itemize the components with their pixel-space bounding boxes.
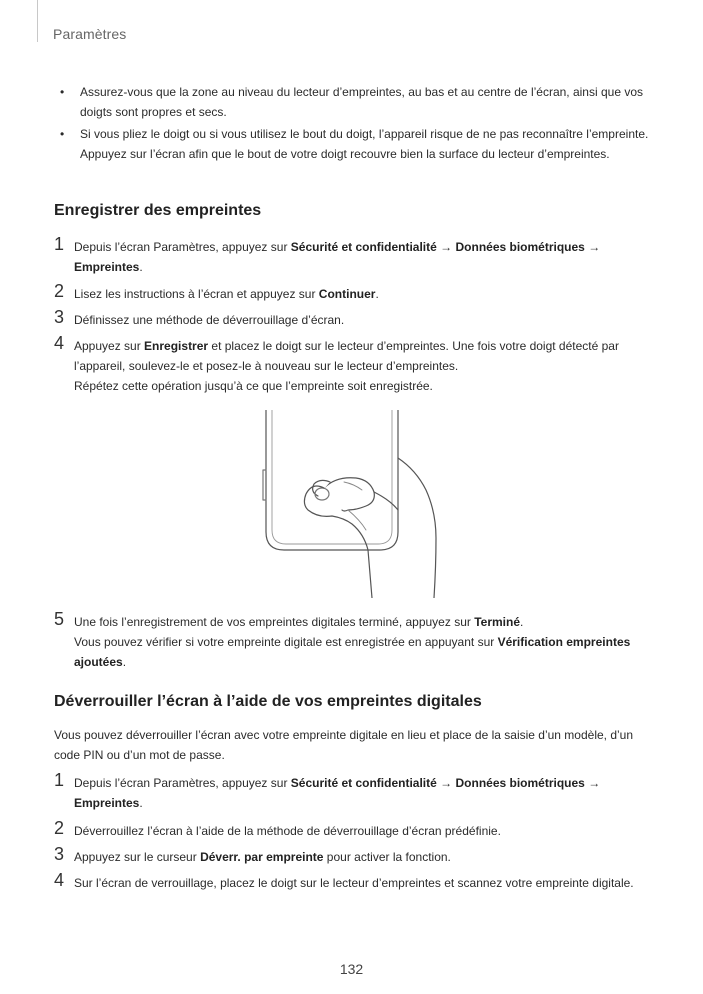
step-text: .	[139, 260, 143, 274]
step-text: Lisez les instructions à l’écran et appuyez sur	[74, 287, 319, 301]
menu-path-label: Sécurité et confidentialité	[290, 240, 437, 254]
menu-path-label: Données biométriques	[455, 776, 585, 790]
button-label: Enregistrer	[144, 339, 209, 353]
bullet-text: Si vous pliez le doigt ou si vous utilisez le bout du doigt, l’appareil risque de ne pas reconnaître l’empreinte. Appuyez sur l’écran afin que le bout de votre doigt recouvre bien la surface du lecteur d’empreintes.	[80, 127, 649, 161]
fingerprint-illustration	[240, 410, 460, 598]
arrow-separator: →	[436, 776, 456, 790]
step-item	[54, 333, 651, 396]
menu-path-label: Sécurité et confidentialité	[290, 776, 437, 790]
step-item	[54, 870, 651, 893]
step-text: Déverrouillez l’écran à l’aide de la méthode de déverrouillage d’écran prédéfinie.	[74, 824, 501, 838]
page-number: 132	[339, 961, 364, 977]
button-label: Continuer	[318, 287, 376, 301]
step-number: 2	[54, 818, 65, 838]
step-text: Depuis l’écran Paramètres, appuyez sur	[74, 776, 291, 790]
step-text: Appuyez sur	[74, 339, 145, 353]
step-text: .	[122, 655, 127, 669]
step-text: Sur l’écran de verrouillage, placez le doigt sur le lecteur d’empreintes et scannez votre empreinte digitale.	[74, 876, 634, 890]
margin-rule	[37, 0, 38, 42]
step-item	[54, 770, 651, 813]
chapter-title: Paramètres	[53, 26, 127, 42]
phone-outline	[266, 410, 398, 550]
intro-paragraph: Vous pouvez déverrouiller l’écran avec votre empreinte digitale en lieu et place de la saisie d’un modèle, d’un code PIN ou d’un mot de passe.	[54, 728, 634, 762]
menu-path-label: Empreintes	[74, 796, 140, 810]
finger-tip	[324, 478, 374, 511]
toggle-label: Déverr. par empreinte	[200, 850, 324, 864]
step-text: Appuyez sur le curseur	[74, 850, 201, 864]
step-number: 5	[54, 609, 65, 629]
arrow-separator: →	[436, 240, 456, 254]
step-number: 3	[54, 307, 65, 327]
tip-bullet	[60, 124, 651, 164]
step-text: .	[139, 796, 143, 810]
step-text: Définissez une méthode de déverrouillage d’écran.	[74, 313, 345, 327]
step-item	[54, 609, 651, 672]
step-item	[54, 234, 651, 277]
arrow-separator: →	[584, 240, 601, 254]
step-number: 4	[54, 333, 65, 353]
button-label: Terminé	[474, 615, 520, 629]
menu-path-label: Données biométriques	[455, 240, 585, 254]
step-item	[54, 818, 651, 841]
step-text: Vous pouvez vérifier si votre empreinte digitale est enregistrée en appuyant sur	[74, 635, 498, 649]
arrow-separator: →	[584, 776, 601, 790]
menu-path-label: Vérification empreintes ajoutées	[74, 635, 631, 669]
step-number: 4	[54, 870, 65, 890]
step-text: et placez le doigt sur le lecteur d’empreintes. Une fois votre doigt détecté par l’appareil, soulevez-le et posez-le à nouveau sur le lecteur d’empreintes.	[74, 339, 619, 373]
tip-bullet	[60, 82, 651, 122]
step-item	[54, 281, 651, 304]
step-number: 1	[54, 770, 65, 790]
bullet-dot-icon: •	[60, 85, 65, 99]
menu-path-label: Empreintes	[74, 260, 140, 274]
phone-screen-edge	[272, 410, 392, 544]
step-number: 2	[54, 281, 65, 301]
step-item	[54, 844, 651, 867]
bullet-dot-icon: •	[60, 127, 65, 141]
step-text: Depuis l’écran Paramètres, appuyez sur	[74, 240, 291, 254]
step-item	[54, 307, 651, 330]
step-number: 3	[54, 844, 65, 864]
step-text: .	[520, 615, 524, 629]
step-text: .	[375, 287, 379, 301]
step-number: 1	[54, 234, 65, 254]
step-text: Une fois l’enregistrement de vos empreintes digitales terminé, appuyez sur	[74, 615, 475, 629]
bullet-text: Assurez-vous que la zone au niveau du lecteur d’empreintes, au bas et au centre de l’écran, ainsi que vos doigts sont propres et secs.	[80, 85, 644, 119]
step-text: Répétez cette opération jusqu’à ce que l’empreinte soit enregistrée.	[74, 379, 433, 393]
section-heading: Déverrouiller l’écran à l’aide de vos empreintes digitales	[54, 693, 482, 710]
section-heading: Enregistrer des empreintes	[54, 202, 262, 219]
step-text: pour activer la fonction.	[323, 850, 451, 864]
